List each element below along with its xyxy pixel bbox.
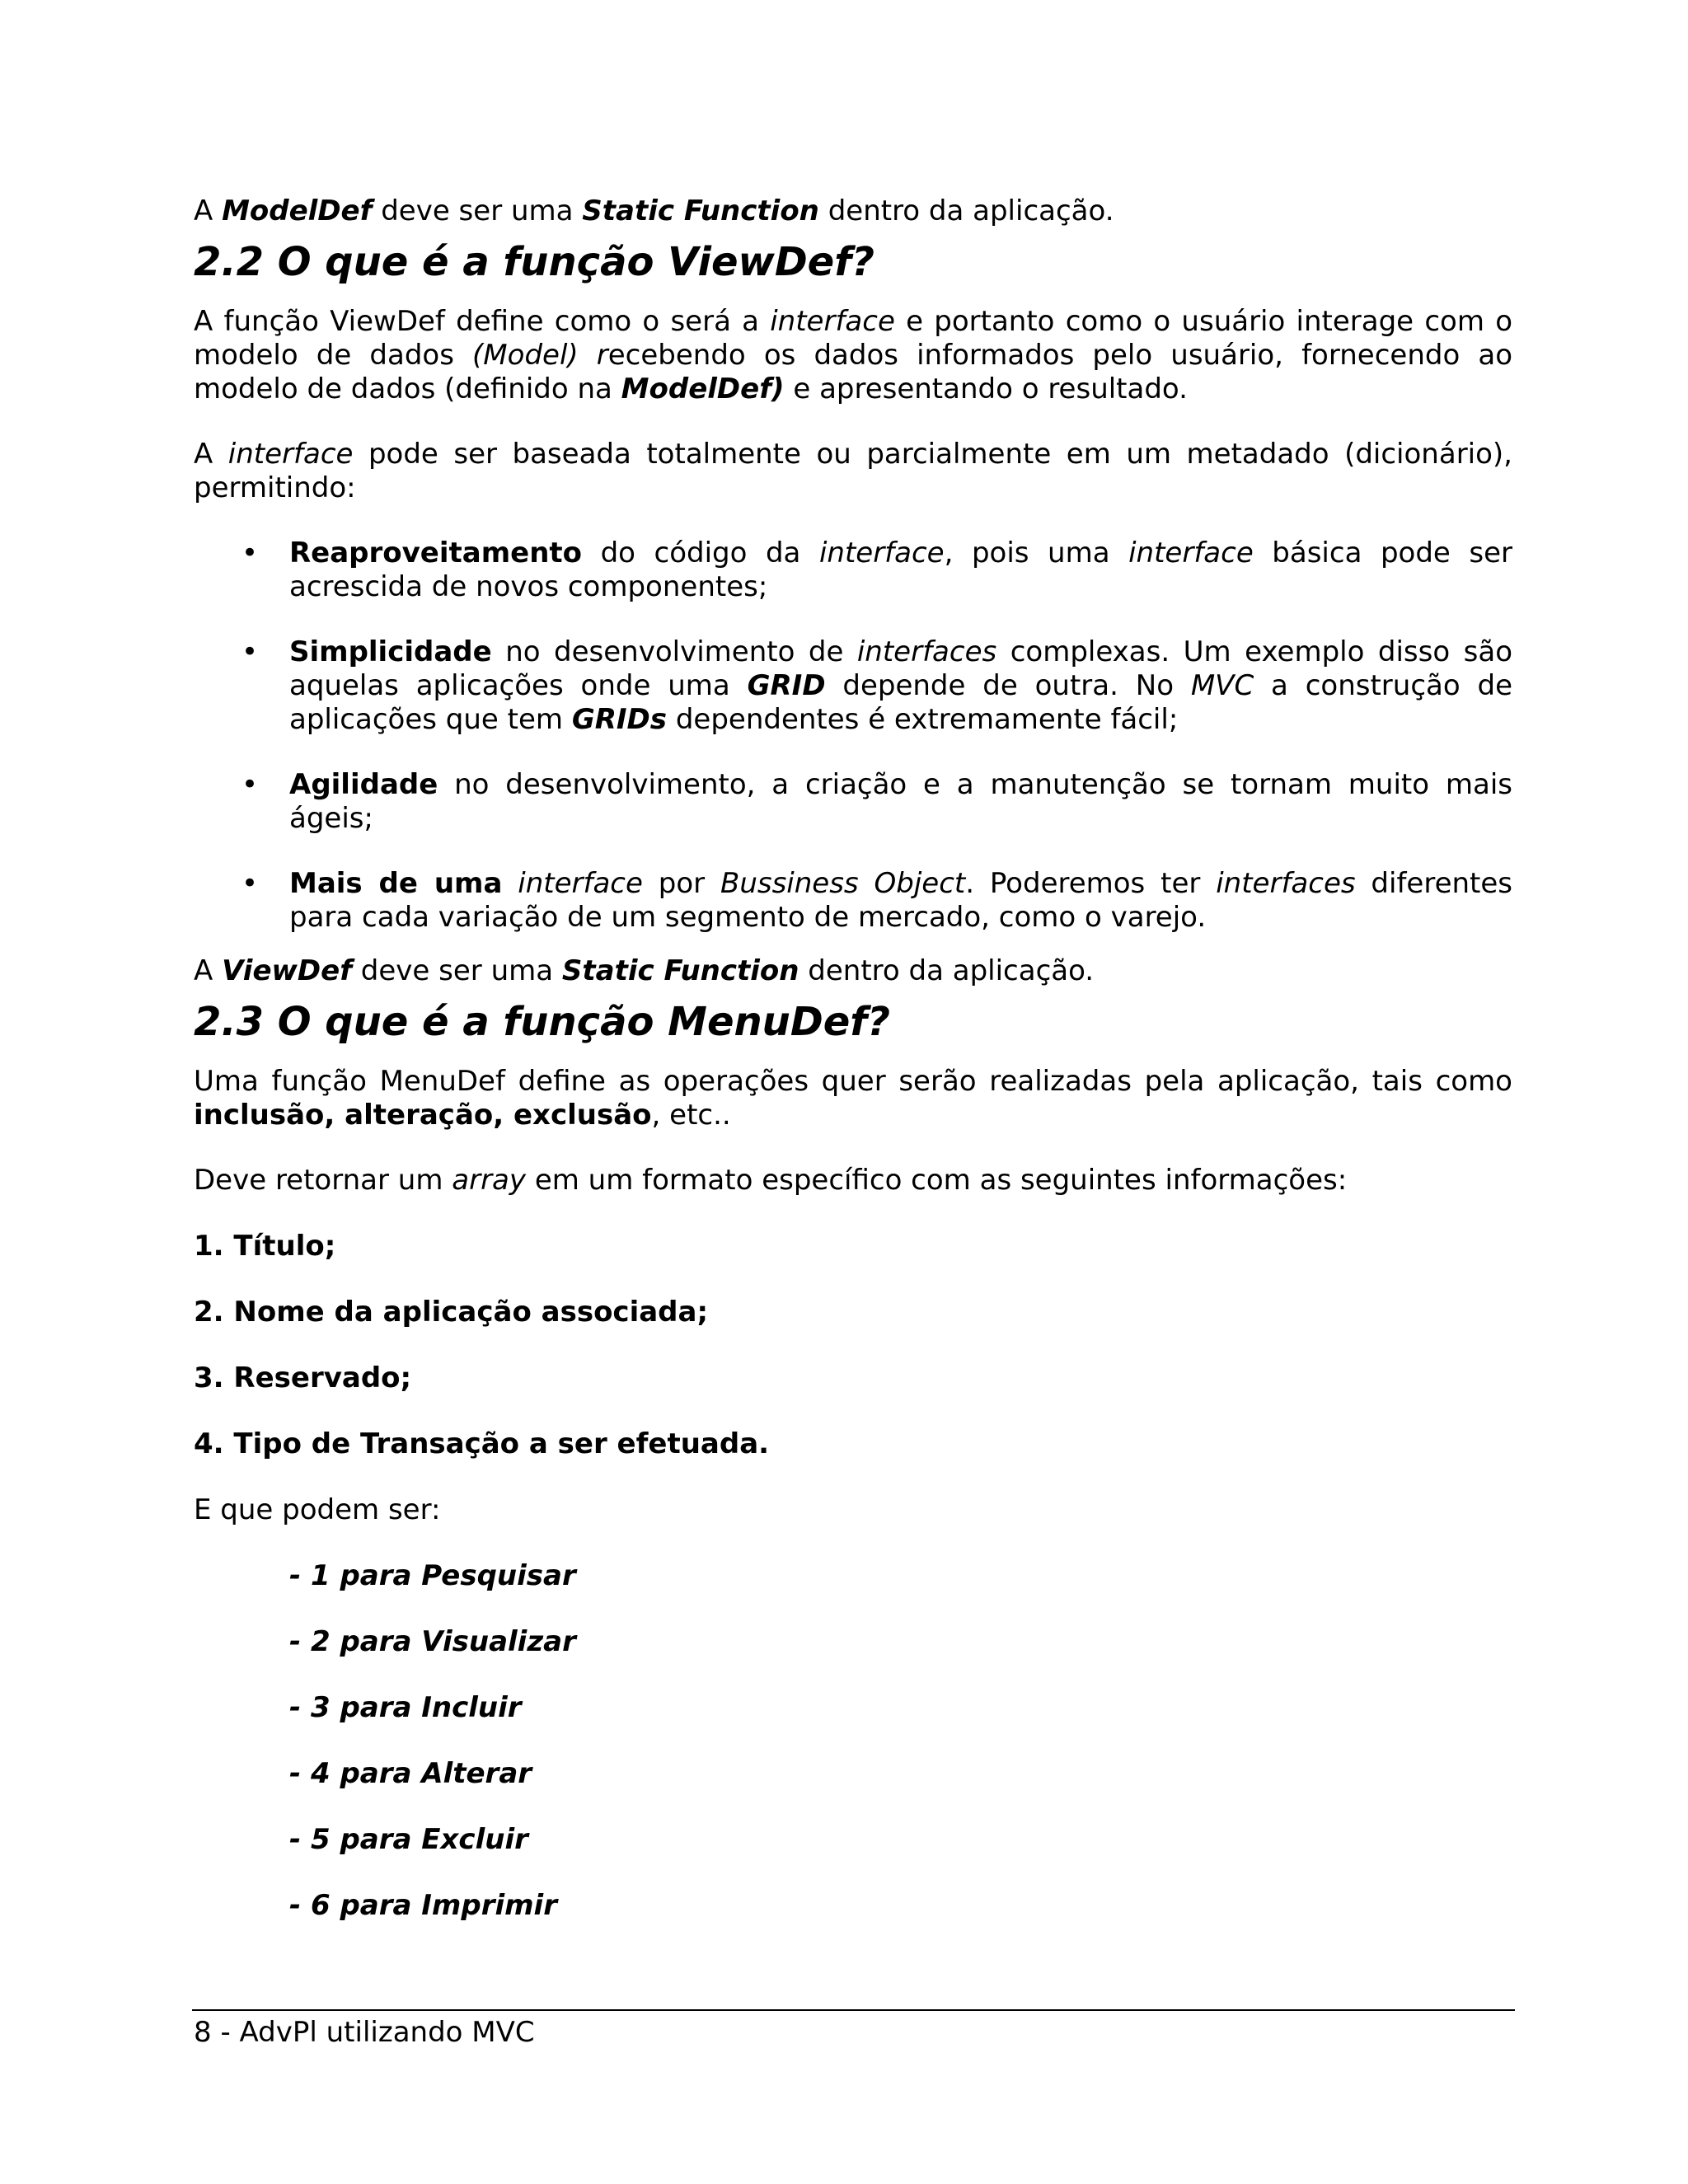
option-item: - 3 para Incluir	[289, 1691, 522, 1724]
text: A	[194, 438, 228, 471]
text	[502, 867, 518, 900]
numbered-item: 4. Tipo de Transação a ser efetuada.	[194, 1427, 770, 1460]
text: dentro da aplicação.	[818, 194, 1114, 227]
text: a construção de aplicações que tem	[289, 669, 1512, 736]
text: e apresentando o resultado.	[784, 373, 1188, 405]
text-italic: (Model) r	[472, 339, 608, 372]
text-italic: interface	[1128, 537, 1254, 569]
text-bold-italic: GRID	[747, 669, 826, 702]
heading-2-3: 2.3 O que é a função MenuDef?	[194, 999, 890, 1045]
text-italic: interface	[227, 438, 354, 471]
text-italic: interfaces	[856, 635, 997, 668]
text: dependentes é extremamente fácil;	[667, 703, 1179, 736]
text: em um formato específico com as seguintes informações:	[526, 1164, 1348, 1197]
text-italic: MVC	[1190, 669, 1254, 702]
text-bold: Agilidade	[289, 768, 438, 801]
paragraph-viewdef-static	[194, 954, 1512, 988]
option-item: - 4 para Alterar	[289, 1757, 532, 1790]
text: por	[642, 867, 720, 900]
text-bold: Reaproveitamento	[289, 537, 583, 569]
text: deve ser uma	[352, 954, 562, 987]
paragraph-options-intro: E que podem ser:	[194, 1493, 441, 1526]
text: pode ser baseada totalmente ou parcialmente em um metadado (dicionário), permitindo:	[194, 438, 1512, 504]
text-italic: interface	[818, 537, 945, 569]
text-bold: inclusão, alteração, exclusão	[194, 1099, 652, 1132]
paragraph-array-format	[194, 1164, 1512, 1197]
paragraph-modeldef-static	[194, 194, 1512, 228]
paragraph-viewdef-description	[194, 305, 1512, 406]
bullet-icon: •	[241, 537, 259, 569]
text: , etc..	[651, 1099, 731, 1132]
text: básica pode ser acrescida de novos componentes;	[289, 537, 1512, 603]
text: no desenvolvimento de	[491, 635, 857, 668]
text-italic: array	[452, 1164, 527, 1197]
text: no desenvolvimento, a criação e a manutenção se tornam muito mais ágeis;	[289, 768, 1512, 835]
text: , pois uma	[944, 537, 1129, 569]
text: Deve retornar um	[194, 1164, 452, 1197]
text: A função ViewDef define como o será a	[194, 305, 771, 338]
text: ecebendo os dados informados pelo usuário, fornecendo ao modelo de dados (definido na	[194, 339, 1513, 405]
bullet-icon: •	[241, 635, 259, 668]
text-bold: Simplicidade	[289, 635, 492, 668]
text: . Poderemos ter	[965, 867, 1217, 900]
text: dentro da aplicação.	[799, 954, 1095, 987]
numbered-item: 3. Reservado;	[194, 1361, 412, 1394]
paragraph-menudef-description	[194, 1065, 1512, 1132]
heading-2-2: 2.2 O que é a função ViewDef?	[194, 239, 874, 285]
list-item	[194, 635, 1512, 737]
text-italic: Bussiness Object	[720, 867, 966, 900]
text: depende de outra. No	[825, 669, 1191, 702]
numbered-item: 1. Título;	[194, 1230, 336, 1263]
text: A	[194, 954, 223, 987]
document-page	[194, 185, 1512, 1923]
option-item: - 6 para Imprimir	[289, 1889, 557, 1922]
list-item	[194, 537, 1512, 604]
bullet-icon: •	[241, 867, 259, 900]
list-item	[194, 867, 1512, 935]
text-bold-italic: Static Function	[582, 194, 819, 227]
option-item: - 5 para Excluir	[289, 1823, 528, 1856]
option-item: - 1 para Pesquisar	[289, 1559, 576, 1592]
text-bold: Mais de uma	[289, 867, 503, 900]
text-bold-italic: ModelDef)	[621, 373, 785, 405]
text-bold-italic: ModelDef	[222, 194, 373, 227]
text: A	[194, 194, 223, 227]
text: diferentes para cada variação de um segmento de mercado, como o varejo.	[289, 867, 1513, 934]
list-item	[194, 768, 1512, 836]
option-item: - 2 para Visualizar	[289, 1625, 576, 1658]
text-italic: interface	[770, 305, 895, 338]
numbered-item: 2. Nome da aplicação associada;	[194, 1296, 709, 1329]
page-footer: 8 - AdvPl utilizando MVC	[194, 2016, 535, 2049]
text-italic: interface	[518, 867, 643, 900]
text-italic: interfaces	[1216, 867, 1356, 900]
footer-divider	[192, 2009, 1515, 2011]
text-bold-italic: ViewDef	[222, 954, 352, 987]
bullet-icon: •	[241, 768, 259, 801]
text: do código da	[582, 537, 819, 569]
text-bold-italic: Static Function	[561, 954, 799, 987]
bullet-list	[194, 537, 1512, 935]
text: deve ser uma	[372, 194, 583, 227]
text: e portanto como o usuário interage com o modelo de dados	[194, 305, 1512, 372]
text: complexas. Um exemplo disso são aquelas aplicações onde uma	[289, 635, 1512, 702]
text: Uma função MenuDef define as operações quer serão realizadas pela aplicação, tais como	[194, 1065, 1512, 1098]
paragraph-interface-metadata	[194, 438, 1512, 505]
text-bold-italic: GRIDs	[571, 703, 668, 736]
